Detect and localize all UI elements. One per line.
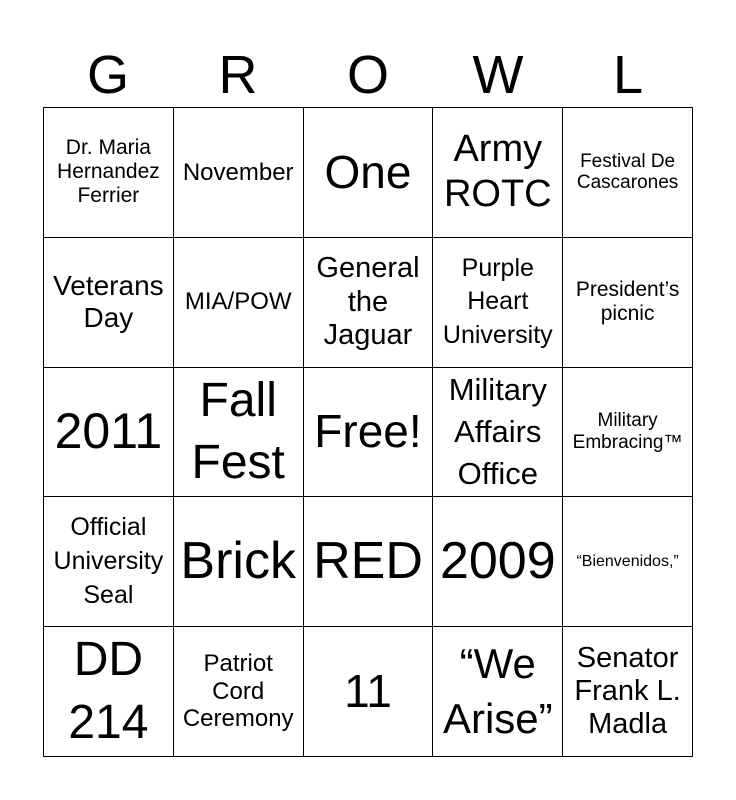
bingo-cell[interactable]: Brick bbox=[174, 497, 304, 627]
bingo-cell[interactable]: Official University Seal bbox=[44, 497, 174, 627]
bingo-cell[interactable]: “We Arise” bbox=[433, 627, 563, 757]
bingo-cell[interactable]: One bbox=[304, 108, 434, 238]
bingo-cell[interactable]: Military Embracing™ bbox=[563, 368, 693, 498]
bingo-cell[interactable]: Senator Frank L. Madla bbox=[563, 627, 693, 757]
bingo-cell[interactable]: Veterans Day bbox=[44, 238, 174, 368]
header-letter-g: G bbox=[86, 45, 129, 105]
bingo-cell[interactable]: Festival De Cascarones bbox=[563, 108, 693, 238]
bingo-cell[interactable]: Army ROTC bbox=[433, 108, 563, 238]
bingo-cell[interactable]: General the Jaguar bbox=[304, 238, 434, 368]
bingo-cell[interactable]: “Bienvenidos,” bbox=[563, 497, 693, 627]
bingo-cell[interactable]: President’s picnic bbox=[563, 238, 693, 368]
bingo-cell[interactable]: MIA/POW bbox=[174, 238, 304, 368]
bingo-cell[interactable]: 2011 bbox=[44, 368, 174, 498]
bingo-header bbox=[43, 44, 693, 106]
bingo-cell[interactable]: Fall Fest bbox=[174, 368, 304, 498]
bingo-cell[interactable]: DD 214 bbox=[44, 627, 174, 757]
bingo-cell[interactable]: 2009 bbox=[433, 497, 563, 627]
header-letter-w: W bbox=[472, 45, 524, 105]
bingo-cell[interactable]: Purple Heart University bbox=[433, 238, 563, 368]
bingo-cell[interactable]: Dr. Maria Hernandez Ferrier bbox=[44, 108, 174, 238]
bingo-cell[interactable]: RED bbox=[304, 497, 434, 627]
bingo-cell free-space[interactable]: Free! bbox=[304, 368, 434, 498]
bingo-cell[interactable]: Patriot Cord Ceremony bbox=[174, 627, 304, 757]
bingo-cell[interactable]: Military Affairs Office bbox=[433, 368, 563, 498]
bingo-cell[interactable]: November bbox=[174, 108, 304, 238]
header-letter-o: O bbox=[346, 45, 389, 105]
bingo-card-grid bbox=[43, 107, 693, 757]
header-letter-l: L bbox=[612, 45, 644, 105]
header-letter-r: R bbox=[218, 45, 258, 105]
bingo-cell[interactable]: 11 bbox=[304, 627, 434, 757]
